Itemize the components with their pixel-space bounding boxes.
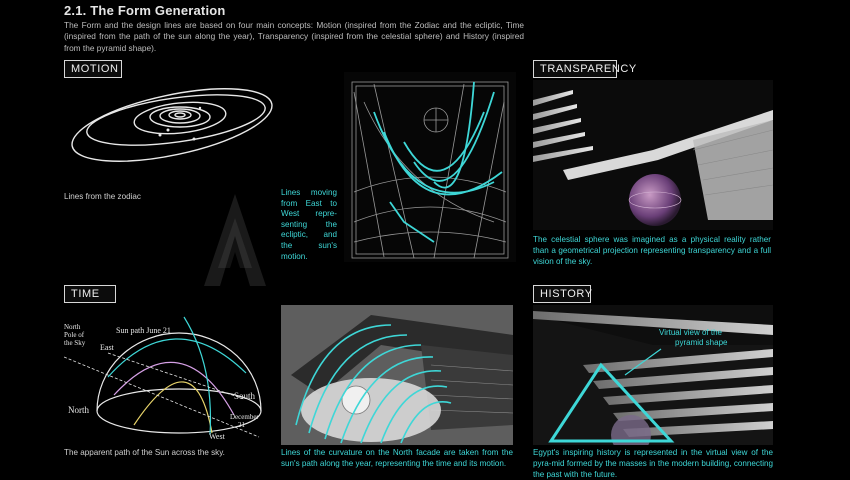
section-label-transparency: TRANSPARENCY	[533, 60, 617, 78]
caption-celestial-sphere: The celestial sphere was imagined as a physical reality rather than a geometrical projection representing transparency and a full vision of the sky.	[533, 235, 771, 267]
section-label-motion: MOTION	[64, 60, 122, 78]
concept-sketch-figure	[344, 72, 516, 262]
sun-path-diagram	[64, 305, 274, 445]
caption-sun-path: The apparent path of the Sun across the sky.	[64, 448, 225, 457]
section-label-history: HISTORY	[533, 285, 591, 303]
sun-path-june-label: Sun path June 21	[116, 326, 171, 335]
section-label-time: TIME	[64, 285, 116, 303]
caption-egypt-history: Egypt's inspiring history is represented in the virtual view of the pyra-mid formed by the masses in the modern building, connecting the past with the future.	[533, 448, 773, 480]
page-title: 2.1. The Form Generation	[64, 3, 226, 18]
west-label: West	[209, 432, 225, 441]
north-pole-label-3: the Sky	[64, 339, 86, 347]
caption-curvature: Lines of the curvature on the North facade are taken from the sun's path along the year, representing the time and its motion.	[281, 448, 513, 469]
south-label: South	[234, 391, 256, 401]
zodiac-orbits-figure	[64, 80, 274, 180]
caption-east-west-lines: Lines moving from East to West repre-senting the ecliptic, and the sun's motion.	[281, 188, 337, 261]
celestial-sphere-render	[533, 80, 773, 230]
virtual-view-label-2: pyramid shape	[675, 338, 728, 347]
december-label-1: December	[230, 413, 259, 421]
north-pole-label-1: North	[64, 323, 81, 331]
east-label: East	[100, 343, 114, 352]
north-label: North	[68, 405, 89, 415]
caption-zodiac: Lines from the zodiac	[64, 192, 141, 201]
pyramid-view-render	[533, 305, 773, 445]
north-pole-label-2: Pole of	[64, 331, 85, 339]
december-label-2: 21	[238, 421, 245, 429]
north-facade-render	[281, 305, 513, 445]
intro-paragraph: The Form and the design lines are based on four main concepts: Motion (inspired from the Zodiac and the ecliptic, Time (inspired from the path of the sun along the year), Transparency (inspired from the celestial sphere) and History (inspired from the pyramid shape).	[64, 20, 524, 53]
virtual-view-label-1: Virtual view of the	[659, 328, 722, 337]
